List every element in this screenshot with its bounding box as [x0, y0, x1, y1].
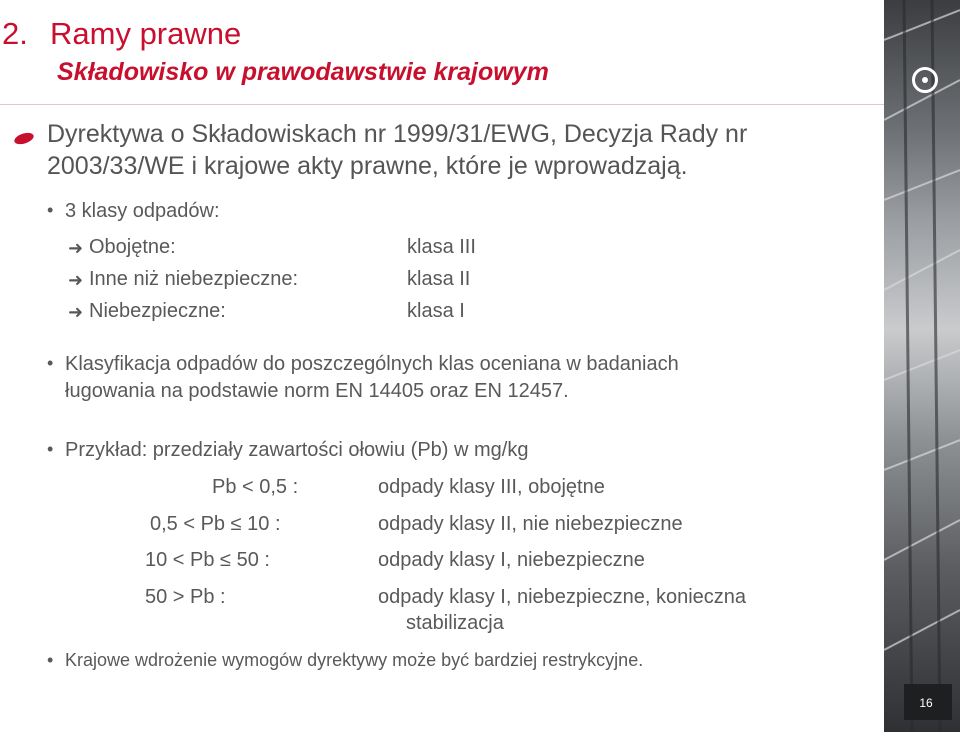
- implementation-note: Krajowe wdrożenie wymogów dyrektywy może być bardziej restrykcyjne.: [65, 650, 644, 670]
- classification-line-2: ługowania na podstawie norm EN 14405 oraz EN 12457.: [65, 380, 569, 402]
- title-number: 2.: [2, 16, 28, 51]
- logo-icon: [912, 67, 938, 93]
- bullet-dot: •: [47, 353, 54, 373]
- range-row-3: 10 < Pb ≤ 50 :: [145, 549, 270, 571]
- page-number: 16: [919, 696, 933, 710]
- page-subtitle: Składowisko w prawodawstwie krajowym: [57, 58, 549, 86]
- arrow-icon: ➜: [68, 270, 84, 290]
- title-divider: [0, 104, 884, 105]
- classes-heading: 3 klasy odpadów:: [65, 200, 220, 222]
- range-desc-3: odpady klasy I, niebezpieczne: [378, 549, 645, 571]
- class-value: klasa III: [407, 236, 476, 258]
- bullet-dot: •: [47, 439, 54, 459]
- range-row-2: 0,5 < Pb ≤ 10 :: [150, 513, 281, 535]
- range-desc-4: odpady klasy I, niebezpieczne, konieczna: [378, 586, 747, 608]
- red-bullet-icon: [13, 132, 35, 145]
- range-desc-2: odpady klasy II, nie niebezpieczne: [378, 513, 683, 535]
- bullet-dot: •: [47, 650, 54, 670]
- page-title: Ramy prawne: [50, 16, 242, 51]
- range-row-1: Pb < 0,5 :: [212, 476, 299, 498]
- lead-paragraph: [47, 118, 877, 182]
- classification-line-1: Klasyfikacja odpadów do poszczególnych klas oceniana w badaniach: [65, 353, 679, 375]
- bullet-dot: •: [47, 200, 54, 220]
- range-desc-1: odpady klasy III, obojętne: [378, 476, 605, 498]
- class-value: klasa II: [407, 268, 471, 290]
- lead-line-2: 2003/33/WE i krajowe akty prawne, które je wprowadzają.: [47, 152, 688, 180]
- class-name: Niebezpieczne:: [89, 300, 226, 322]
- class-name: Inne niż niebezpieczne:: [89, 268, 299, 290]
- range-desc-4-cont: stabilizacja: [406, 612, 504, 634]
- decorative-photo: [884, 0, 960, 732]
- range-row-4: 50 > Pb :: [145, 586, 226, 608]
- lead-line-1: Dyrektywa o Składowiskach nr 1999/31/EWG, Decyzja Rady nr: [47, 120, 748, 148]
- arrow-icon: ➜: [68, 238, 84, 258]
- example-heading: Przykład: przedziały zawartości ołowiu (Pb) w mg/kg: [65, 439, 529, 461]
- arrow-icon: ➜: [68, 302, 84, 322]
- class-value: klasa I: [407, 300, 465, 322]
- class-name: Obojętne:: [89, 236, 176, 258]
